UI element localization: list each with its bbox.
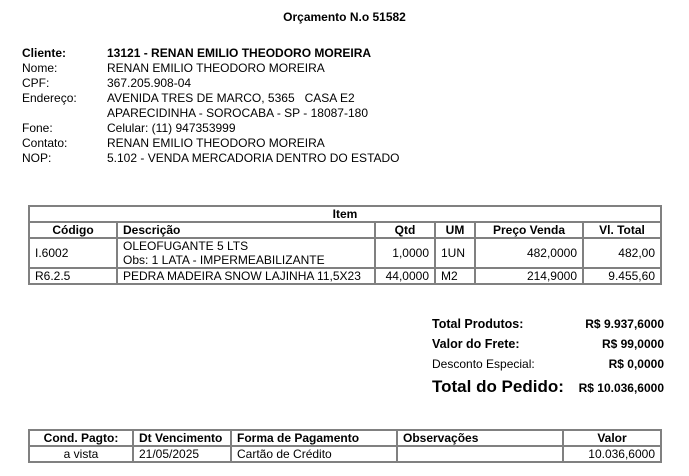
cell-descricao	[117, 238, 375, 268]
items-header-row	[29, 222, 661, 238]
cell-codigo: R6.2.5	[29, 268, 117, 284]
col-vencimento: Dt Vencimento	[133, 430, 231, 446]
desconto-value: R$ 0,0000	[608, 357, 664, 371]
client-info	[22, 46, 400, 166]
frete-label: Valor do Frete:	[432, 337, 520, 351]
col-qtd: Qtd	[375, 222, 435, 238]
cpf-value: 367.205.908-04	[107, 76, 192, 90]
cell-total: 9.455,60	[583, 268, 661, 284]
address-label-2	[22, 106, 107, 121]
total-produtos-label: Total Produtos:	[432, 317, 524, 331]
cell-valor: 10.036,6000	[563, 446, 661, 462]
cell-preco: 214,9000	[475, 268, 583, 284]
cell-um: 1UN	[435, 238, 475, 268]
table-row	[29, 238, 661, 268]
table-row	[29, 268, 661, 284]
cell-obs	[397, 446, 563, 462]
col-forma: Forma de Pagamento	[231, 430, 397, 446]
cell-qtd: 1,0000	[375, 238, 435, 268]
item-description: OLEOFUGANTE 5 LTS	[123, 239, 249, 253]
cpf-label: CPF:	[22, 76, 50, 90]
col-valor: Valor	[563, 430, 661, 446]
col-descricao: Descrição	[117, 222, 375, 238]
totals-block	[432, 317, 664, 399]
col-codigo: Código	[29, 222, 117, 238]
cell-total: 482,00	[583, 238, 661, 268]
address-row	[22, 91, 400, 106]
cell-preco: 482,0000	[475, 238, 583, 268]
address-value: AVENIDA TRES DE MARCO, 5365 CASA E2	[107, 91, 355, 105]
contact-row	[22, 136, 400, 151]
col-preco: Preço Venda	[475, 222, 583, 238]
desconto-label: Desconto Especial:	[432, 357, 535, 371]
page-title: Orçamento N.o 51582	[283, 10, 406, 24]
name-label: Nome:	[22, 61, 58, 75]
phone-label: Fone:	[22, 121, 53, 135]
cell-forma: Cartão de Crédito	[231, 446, 397, 462]
total-produtos-value: R$ 9.937,6000	[585, 317, 664, 331]
name-row	[22, 61, 400, 76]
phone-row	[22, 121, 400, 136]
cell-qtd: 44,0000	[375, 268, 435, 284]
frete-value: R$ 99,0000	[601, 337, 664, 351]
name-value: RENAN EMILIO THEODORO MOREIRA	[107, 61, 325, 75]
nop-value: 5.102 - VENDA MERCADORIA DENTRO DO ESTADO	[107, 151, 400, 165]
cell-descricao: PEDRA MADEIRA SNOW LAJINHA 11,5X23	[117, 268, 375, 284]
address-row-2	[22, 106, 400, 121]
col-cond: Cond. Pagto:	[29, 430, 133, 446]
payment-header-row	[29, 430, 661, 446]
cpf-row	[22, 76, 400, 91]
client-row	[22, 46, 400, 61]
total-pedido-row	[432, 377, 664, 399]
payment-table	[28, 429, 662, 463]
cell-codigo: I.6002	[29, 238, 117, 268]
client-value: 13121 - RENAN EMILIO THEODORO MOREIRA	[107, 46, 372, 60]
nop-row	[22, 151, 400, 166]
address-value-2: APARECIDINHA - SOROCABA - SP - 18087-180	[107, 106, 368, 120]
client-label: Cliente:	[22, 46, 67, 60]
total-produtos-row	[432, 317, 664, 337]
contact-label: Contato:	[22, 136, 68, 150]
address-label: Endereço:	[22, 91, 77, 105]
frete-row	[432, 337, 664, 357]
table-row	[29, 446, 661, 462]
contact-value: RENAN EMILIO THEODORO MOREIRA	[107, 136, 325, 150]
total-pedido-label: Total do Pedido:	[432, 377, 564, 396]
phone-value: Celular: (11) 947353999	[107, 121, 236, 135]
total-pedido-value: R$ 10.036,6000	[578, 381, 664, 395]
item-obs: Obs: 1 LATA - IMPERMEABILIZANTE	[123, 253, 325, 267]
cell-vencimento: 21/05/2025	[133, 446, 231, 462]
col-total: Vl. Total	[583, 222, 661, 238]
col-um: UM	[435, 222, 475, 238]
items-table	[28, 205, 662, 285]
cell-um: M2	[435, 268, 475, 284]
nop-label: NOP:	[22, 151, 52, 165]
desconto-row	[432, 357, 664, 377]
cell-cond: a vista	[29, 446, 133, 462]
items-table-title: Item	[29, 206, 661, 222]
col-obs: Observações	[397, 430, 563, 446]
